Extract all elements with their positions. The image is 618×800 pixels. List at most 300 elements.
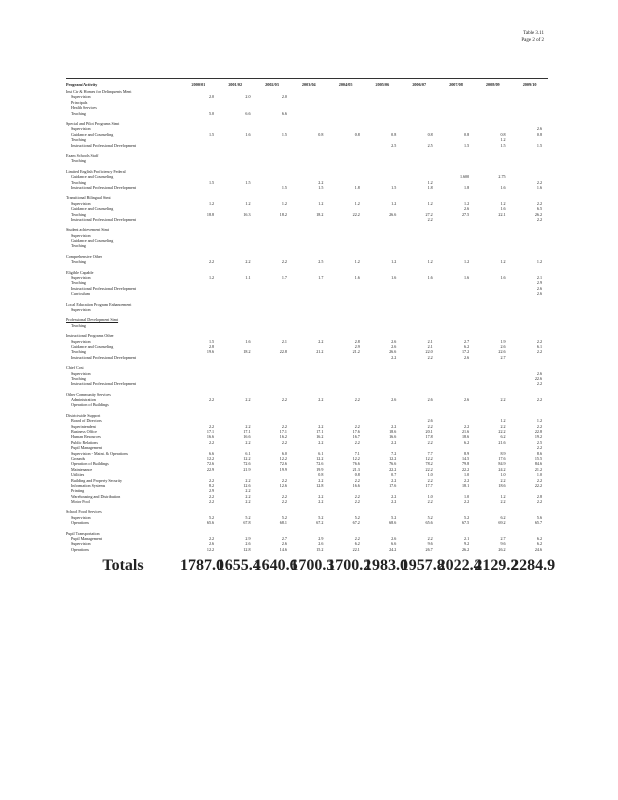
row-label: Teaching bbox=[71, 179, 86, 185]
table-cell: 16.2 bbox=[316, 434, 324, 440]
table-cell: 72.6 bbox=[206, 461, 215, 467]
table-cell: 2.2 bbox=[500, 423, 506, 429]
row-label: Superintendent bbox=[71, 423, 96, 429]
table-cell: 1.6 bbox=[464, 275, 470, 281]
table-cell: 2.2 bbox=[391, 477, 397, 483]
table-cell: 2.2 bbox=[318, 179, 324, 185]
table-cell: 76.6 bbox=[389, 461, 397, 467]
table-cell: 2.2 bbox=[245, 439, 251, 445]
table-cell: 0.8 bbox=[391, 131, 397, 137]
table-cell: 9.6 bbox=[500, 541, 506, 547]
table-cell: 6.2 bbox=[536, 541, 543, 547]
table-cell: 2.2 bbox=[500, 499, 506, 505]
table-cell: 2.6 bbox=[536, 285, 543, 291]
table-cell: 2.2 bbox=[208, 493, 215, 499]
table-cell: 16.3 bbox=[243, 211, 251, 217]
table-cell: 2.75 bbox=[498, 174, 506, 180]
table-row bbox=[66, 520, 548, 525]
row-label: Administration bbox=[71, 397, 96, 403]
table-cell: 18.6 bbox=[389, 429, 397, 435]
table-cell: 2.7 bbox=[464, 338, 470, 344]
row-label: Teaching bbox=[71, 158, 86, 164]
table-cell: 1.2 bbox=[427, 200, 433, 206]
table-cell: 5.2 bbox=[245, 514, 251, 520]
table-cell: 2.2 bbox=[464, 499, 470, 505]
table-cell: 2.2 bbox=[208, 477, 215, 483]
table-cell: 1.6 bbox=[536, 184, 543, 190]
table-cell: 12.6 bbox=[279, 482, 287, 488]
table-cell: 2.2 bbox=[536, 397, 543, 403]
table-cell: 24.6 bbox=[534, 546, 543, 552]
table-cell: 2.6 bbox=[427, 397, 433, 403]
row-label: Operations bbox=[71, 520, 89, 526]
table-cell: 2.2 bbox=[281, 397, 287, 403]
table-cell: 12.2 bbox=[389, 455, 397, 461]
table-cell: 2.2 bbox=[536, 349, 543, 355]
table-cell: 2.2 bbox=[245, 397, 251, 403]
table-cell: 6.1 bbox=[318, 450, 324, 456]
table-cell: 12.2 bbox=[352, 455, 360, 461]
table-cell: 2.6 bbox=[391, 338, 397, 344]
section-title: Districtwide Support bbox=[66, 412, 101, 418]
table-cell: 5.2 bbox=[391, 514, 397, 520]
table-cell: 6.5 bbox=[536, 206, 543, 212]
table-cell: 2.2 bbox=[245, 259, 251, 265]
table-cell: 1.2 bbox=[500, 137, 506, 143]
table-cell: 6.1 bbox=[536, 343, 543, 349]
column-header-year: 2009/10 bbox=[522, 81, 537, 87]
table-cell: 17.7 bbox=[425, 482, 433, 488]
table-cell: 12.2 bbox=[243, 455, 251, 461]
table-cell: 1.2 bbox=[500, 200, 506, 206]
table-row bbox=[66, 259, 548, 264]
row-label: Principals bbox=[71, 99, 88, 105]
table-cell: 21.6 bbox=[498, 439, 506, 445]
table-cell: 2.2 bbox=[354, 493, 360, 499]
table-cell: 24.2 bbox=[389, 546, 397, 552]
table-cell: 67.2 bbox=[316, 520, 324, 526]
table-cell: 5.2 bbox=[281, 514, 287, 520]
table-cell: 2.2 bbox=[391, 493, 397, 499]
table-cell: 1.2 bbox=[391, 200, 397, 206]
table-cell: 12.2 bbox=[425, 455, 433, 461]
table-cell: 1.2 bbox=[245, 200, 251, 206]
staffing-table bbox=[66, 78, 556, 574]
table-cell: 5.6 bbox=[536, 514, 543, 520]
table-cell: 0.8 bbox=[536, 131, 543, 137]
table-cell: 6.1 bbox=[245, 450, 251, 456]
table-cell: 2.5 bbox=[427, 142, 433, 148]
section-title: Limited English Proficiency Federal bbox=[66, 168, 126, 174]
table-cell: 1.2 bbox=[500, 418, 506, 424]
table-cell: 1.7 bbox=[281, 275, 287, 281]
page-number: Page 2 of 2 bbox=[521, 38, 544, 43]
table-cell: 21.9 bbox=[243, 466, 251, 472]
table-cell: 22.2 bbox=[389, 466, 397, 472]
row-label: Teaching bbox=[71, 243, 86, 249]
row-label: Printing bbox=[71, 488, 85, 494]
table-cell: 2.2 bbox=[536, 216, 543, 222]
table-cell: 2.2 bbox=[318, 423, 324, 429]
table-cell: 2.2 bbox=[354, 536, 360, 542]
table-body bbox=[66, 89, 548, 557]
row-label: Supervision bbox=[71, 306, 91, 312]
table-cell: 2.6 bbox=[500, 343, 506, 349]
table-cell: 9.6 bbox=[427, 541, 433, 547]
table-cell: 18.2 bbox=[316, 211, 324, 217]
column-header-year: 2005/06 bbox=[375, 81, 390, 87]
row-label: Utilities bbox=[71, 472, 85, 478]
row-label: Instructional Professional Development bbox=[71, 142, 137, 148]
table-cell: 0.8 bbox=[354, 472, 360, 478]
table-cell: 1.2 bbox=[354, 259, 360, 265]
table-cell: 22.1 bbox=[498, 211, 506, 217]
table-cell: 2.2 bbox=[281, 423, 287, 429]
column-header-year: 2003/04 bbox=[301, 81, 316, 87]
row-label: Grounds bbox=[71, 455, 86, 461]
row-label: Supervision bbox=[71, 338, 91, 344]
row-label: Operations bbox=[71, 546, 89, 552]
table-cell: 2.6 bbox=[464, 206, 470, 212]
table-cell: 17.2 bbox=[461, 349, 470, 355]
table-cell: 0.8 bbox=[500, 131, 506, 137]
table-cell: 22.6 bbox=[534, 375, 543, 381]
section-title: Eligible Capable bbox=[66, 269, 94, 275]
column-header-year: 2001/02 bbox=[228, 81, 243, 87]
totals-cell: 1700.2 bbox=[327, 556, 372, 574]
row-label: Instructional Professional Development bbox=[71, 216, 137, 222]
table-cell: 2.7 bbox=[281, 536, 287, 542]
table-cell: 6.2 bbox=[464, 343, 470, 349]
table-cell: 1.6 bbox=[500, 275, 506, 281]
table-cell: 2.1 bbox=[427, 343, 433, 349]
table-cell: 2.6 bbox=[427, 418, 433, 424]
row-label: Teaching bbox=[71, 110, 86, 116]
row-label: Board of Directors bbox=[71, 418, 102, 424]
table-cell: 2.7 bbox=[500, 536, 506, 542]
table-cell: 12.2 bbox=[279, 455, 287, 461]
section-title: Inst Ctr & Homes for Delinquents Ment bbox=[66, 89, 132, 95]
table-cell: 17.1 bbox=[243, 429, 251, 435]
table-cell: 2.1 bbox=[536, 275, 543, 281]
section-title: Exam Schools Staff bbox=[66, 153, 99, 158]
table-cell: 6.2 bbox=[500, 434, 506, 440]
table-cell: 16.6 bbox=[352, 482, 360, 488]
table-cell: 1.0 bbox=[464, 472, 470, 478]
table-cell: 2.2 bbox=[464, 477, 470, 483]
table-cell: 2.2 bbox=[281, 439, 287, 445]
table-cell: 21.2 bbox=[534, 466, 543, 472]
totals-cell: 1700.3 bbox=[290, 556, 335, 574]
table-cell: 1.2 bbox=[464, 200, 470, 206]
column-header-year: 2000/01 bbox=[191, 81, 206, 87]
table-cell: 22.6 bbox=[498, 349, 506, 355]
table-cell: 2.2 bbox=[391, 499, 397, 505]
table-cell: 2.2 bbox=[536, 499, 543, 505]
table-cell: 2.9 bbox=[354, 343, 360, 349]
table-cell: 1.6 bbox=[500, 206, 506, 212]
table-cell: 2.2 bbox=[427, 477, 433, 483]
table-cell: 2.2 bbox=[391, 423, 397, 429]
totals-cell: 1787.0 bbox=[180, 556, 224, 574]
table-cell: 1.2 bbox=[464, 259, 470, 265]
table-cell: 2.1 bbox=[427, 338, 433, 344]
row-label: Operation of Buildings bbox=[71, 402, 109, 408]
row-label: Teaching bbox=[71, 280, 86, 286]
row-label: Supervision bbox=[71, 514, 91, 520]
table-cell: 17.6 bbox=[389, 482, 397, 488]
table-cell: 27.2 bbox=[425, 211, 433, 217]
table-cell: 2.8 bbox=[536, 493, 543, 499]
table-cell: 2.2 bbox=[354, 499, 360, 505]
table-cell: 2.2 bbox=[536, 200, 543, 206]
table-cell: 1.5 bbox=[208, 338, 215, 344]
section-title: Student achievement Stmt bbox=[66, 227, 109, 233]
section-title: Transitional Bilingual Stmt bbox=[66, 195, 111, 201]
table-cell: 2.2 bbox=[536, 338, 543, 344]
table-cell: 22.9 bbox=[206, 466, 215, 472]
table-cell: 6.2 bbox=[536, 536, 543, 542]
table-cell: 2.6 bbox=[391, 397, 397, 403]
table-cell: 1.5 bbox=[318, 184, 324, 190]
table-cell: 2.2 bbox=[208, 439, 215, 445]
table-cell: 5.2 bbox=[208, 514, 215, 520]
table-cell: 17.1 bbox=[316, 429, 324, 435]
row-label: Curriculum bbox=[71, 291, 90, 297]
row-label: Supervision bbox=[71, 275, 91, 281]
table-cell: 5.2 bbox=[354, 514, 360, 520]
table-cell: 67.5 bbox=[461, 520, 470, 526]
table-cell: 24.2 bbox=[498, 466, 506, 472]
table-cell: 1.2 bbox=[391, 259, 397, 265]
table-cell: 22.2 bbox=[352, 211, 360, 217]
table-cell: 17.6 bbox=[352, 429, 360, 435]
table-cell: 22.0 bbox=[425, 349, 433, 355]
table-cell: 68.1 bbox=[279, 520, 287, 526]
row-label: Business Office bbox=[71, 429, 97, 435]
table-cell: 8.6 bbox=[536, 450, 543, 456]
section-title: Chief Cost bbox=[66, 365, 84, 371]
table-cell: 2.8 bbox=[354, 338, 360, 344]
table-cell: 8.2 bbox=[208, 482, 215, 488]
table-cell: 65.6 bbox=[206, 520, 215, 526]
section-title: Special and Pilot Programs Stmt bbox=[66, 121, 120, 127]
table-cell: 2.6 bbox=[536, 126, 543, 132]
table-cell: 18.6 bbox=[461, 434, 470, 440]
table-cell: 2.2 bbox=[391, 354, 397, 360]
row-label: Instructional Professional Development bbox=[71, 354, 137, 360]
table-cell: 22.8 bbox=[279, 349, 287, 355]
section-title: Other Community Services bbox=[66, 391, 111, 397]
table-cell: 8.9 bbox=[500, 450, 506, 456]
table-cell: 8.9 bbox=[464, 450, 470, 456]
table-cell: 1.2 bbox=[427, 179, 433, 185]
row-label: Health Services bbox=[71, 105, 97, 111]
table-cell: 1.9 bbox=[500, 338, 506, 344]
table-cell: 2.1 bbox=[464, 536, 470, 542]
totals-cell: 1655.4 bbox=[216, 556, 261, 574]
table-cell: 84.9 bbox=[498, 461, 506, 467]
table-cell: 1.2 bbox=[208, 200, 215, 206]
table-row bbox=[66, 185, 548, 190]
table-cell: 1.5 bbox=[281, 131, 287, 137]
table-cell: 5.2 bbox=[427, 514, 433, 520]
table-cell: 18.2 bbox=[243, 349, 251, 355]
table-cell: 2.2 bbox=[536, 445, 543, 451]
table-cell: 12.2 bbox=[316, 455, 324, 461]
table-cell: 2.2 bbox=[427, 439, 433, 445]
table-cell: 2.2 bbox=[354, 477, 360, 483]
row-label: Information Systems bbox=[71, 482, 106, 488]
table-cell: 2.2 bbox=[318, 397, 324, 403]
table-cell: 2.2 bbox=[318, 499, 324, 505]
row-label: Supervision bbox=[71, 232, 91, 238]
table-cell: 2.2 bbox=[245, 499, 251, 505]
table-cell: 1.6 bbox=[427, 275, 433, 281]
row-label: Supervision bbox=[71, 126, 91, 132]
table-cell: 2.0 bbox=[208, 94, 215, 100]
table-row bbox=[66, 499, 548, 504]
table-cell: 2.2 bbox=[245, 493, 251, 499]
table-cell: 6.6 bbox=[391, 541, 397, 547]
table-cell: 69.2 bbox=[498, 520, 506, 526]
section-title: Pupil Transportation bbox=[66, 530, 100, 536]
table-cell: 22.2 bbox=[461, 466, 470, 472]
table-cell: 2.5 bbox=[391, 142, 397, 148]
table-cell: 76.6 bbox=[352, 461, 360, 467]
totals-row bbox=[66, 556, 556, 574]
row-label: Operation of Buildings bbox=[71, 461, 109, 467]
table-cell: 65.7 bbox=[534, 520, 543, 526]
table-cell: 0.8 bbox=[427, 131, 433, 137]
table-cell: 2.2 bbox=[427, 423, 433, 429]
totals-cell: 1957.8 bbox=[400, 556, 445, 574]
table-cell: 16.6 bbox=[243, 434, 251, 440]
totals-cell: 2022.4 bbox=[437, 556, 482, 574]
table-cell: 16.2 bbox=[279, 434, 287, 440]
table-cell: 7.1 bbox=[354, 450, 360, 456]
table-cell: 0.8 bbox=[464, 131, 470, 137]
table-cell: 5.2 bbox=[318, 514, 324, 520]
table-cell: 2.2 bbox=[318, 439, 324, 445]
table-cell: 15.2 bbox=[316, 546, 324, 552]
table-cell: 1.6 bbox=[245, 131, 251, 137]
section-title: School Food Services bbox=[66, 509, 102, 515]
table-cell: 72.6 bbox=[316, 461, 324, 467]
table-cell: 9.2 bbox=[464, 541, 470, 547]
table-cell: 17.8 bbox=[425, 434, 433, 440]
table-cell: 1.0 bbox=[427, 472, 433, 478]
table-cell: 6.2 bbox=[500, 514, 506, 520]
row-label: Teaching bbox=[71, 259, 86, 265]
table-cell: 12.2 bbox=[206, 546, 215, 552]
row-label: Guidance and Counseling bbox=[71, 131, 114, 137]
table-cell: 1.2 bbox=[427, 259, 433, 265]
table-cell: 21.6 bbox=[461, 429, 470, 435]
table-cell: 17.1 bbox=[206, 429, 215, 435]
table-cell: 17.1 bbox=[279, 429, 287, 435]
table-cell: 7.2 bbox=[391, 450, 397, 456]
table-cell: 1.2 bbox=[281, 200, 287, 206]
table-cell: 2.2 bbox=[427, 499, 433, 505]
table-cell: 1.2 bbox=[500, 493, 506, 499]
table-cell: 1.7 bbox=[318, 275, 324, 281]
table-cell: 1.5 bbox=[245, 179, 251, 185]
table-cell: 18.6 bbox=[498, 482, 506, 488]
table-cell: 1.8 bbox=[427, 184, 433, 190]
table-cell: 1.6 bbox=[354, 275, 360, 281]
table-cell: 2.1 bbox=[281, 338, 287, 344]
row-label: Instructional Professional Development bbox=[71, 381, 137, 387]
table-cell: 2.2 bbox=[318, 477, 324, 483]
table-cell: 2.2 bbox=[536, 477, 543, 483]
table-cell: 2.2 bbox=[354, 397, 360, 403]
row-label: Motor Pool bbox=[71, 499, 90, 505]
row-label: Supervision - Maint. & Operations bbox=[71, 450, 128, 456]
row-label: Instructional Professional Development bbox=[71, 184, 137, 190]
row-label: Teaching bbox=[71, 349, 86, 355]
table-cell: 6.6 bbox=[281, 110, 287, 116]
table-cell: 2.9 bbox=[208, 488, 215, 494]
table-cell: 2.2 bbox=[208, 259, 215, 265]
table-cell: 1.2 bbox=[536, 418, 543, 424]
table-cell: 2.9 bbox=[536, 280, 543, 286]
table-cell: 1.2 bbox=[536, 259, 543, 265]
table-cell: 1.2 bbox=[500, 259, 506, 265]
row-label: Building and Property Security bbox=[71, 477, 123, 483]
table-cell: 2.5 bbox=[536, 439, 543, 445]
row-label: Human Resources bbox=[71, 434, 101, 440]
table-cell: 6.0 bbox=[281, 450, 287, 456]
section-title: Comprehensive Other bbox=[66, 253, 103, 259]
table-cell: 2.2 bbox=[318, 338, 324, 344]
table-cell: 2.2 bbox=[208, 423, 215, 429]
table-cell: 67.2 bbox=[352, 520, 360, 526]
table-cell: 2.5 bbox=[318, 259, 324, 265]
table-cell: 1.5 bbox=[536, 142, 543, 148]
table-cell: 1.600 bbox=[459, 174, 470, 180]
table-cell: 2.6 bbox=[536, 291, 543, 297]
row-label: Supervision bbox=[71, 370, 91, 376]
table-cell: 1.0 bbox=[464, 493, 470, 499]
table-row bbox=[66, 547, 548, 552]
table-cell: 1.5 bbox=[208, 131, 215, 137]
table-cell: 6.2 bbox=[464, 439, 470, 445]
table-cell: 2.2 bbox=[354, 439, 360, 445]
table-cell: 2.6 bbox=[464, 354, 470, 360]
row-label: Instructional Professional Development bbox=[71, 285, 137, 291]
table-cell: 2.2 bbox=[500, 397, 506, 403]
table-cell: 16.6 bbox=[206, 434, 215, 440]
totals-cell: 1640.6 bbox=[253, 556, 298, 574]
row-label: Supervision bbox=[71, 541, 91, 547]
table-cell: 27.5 bbox=[461, 211, 470, 217]
table-cell: 2.6 bbox=[391, 536, 397, 542]
table-cell: 2.2 bbox=[427, 354, 433, 360]
table-cell: 5.2 bbox=[464, 514, 470, 520]
table-cell: 2.2 bbox=[464, 423, 470, 429]
table-cell: 72.6 bbox=[279, 461, 287, 467]
table-cell: 26.7 bbox=[425, 546, 433, 552]
table-cell: 2.2 bbox=[354, 423, 360, 429]
table-cell: 2.9 bbox=[245, 536, 251, 542]
table-cell: 26.2 bbox=[534, 211, 543, 217]
row-label: Teaching bbox=[71, 375, 86, 381]
table-cell: 1.0 bbox=[427, 493, 433, 499]
table-cell: 2.9 bbox=[318, 536, 324, 542]
table-cell: 26.6 bbox=[389, 349, 397, 355]
table-cell: 21.2 bbox=[316, 349, 324, 355]
